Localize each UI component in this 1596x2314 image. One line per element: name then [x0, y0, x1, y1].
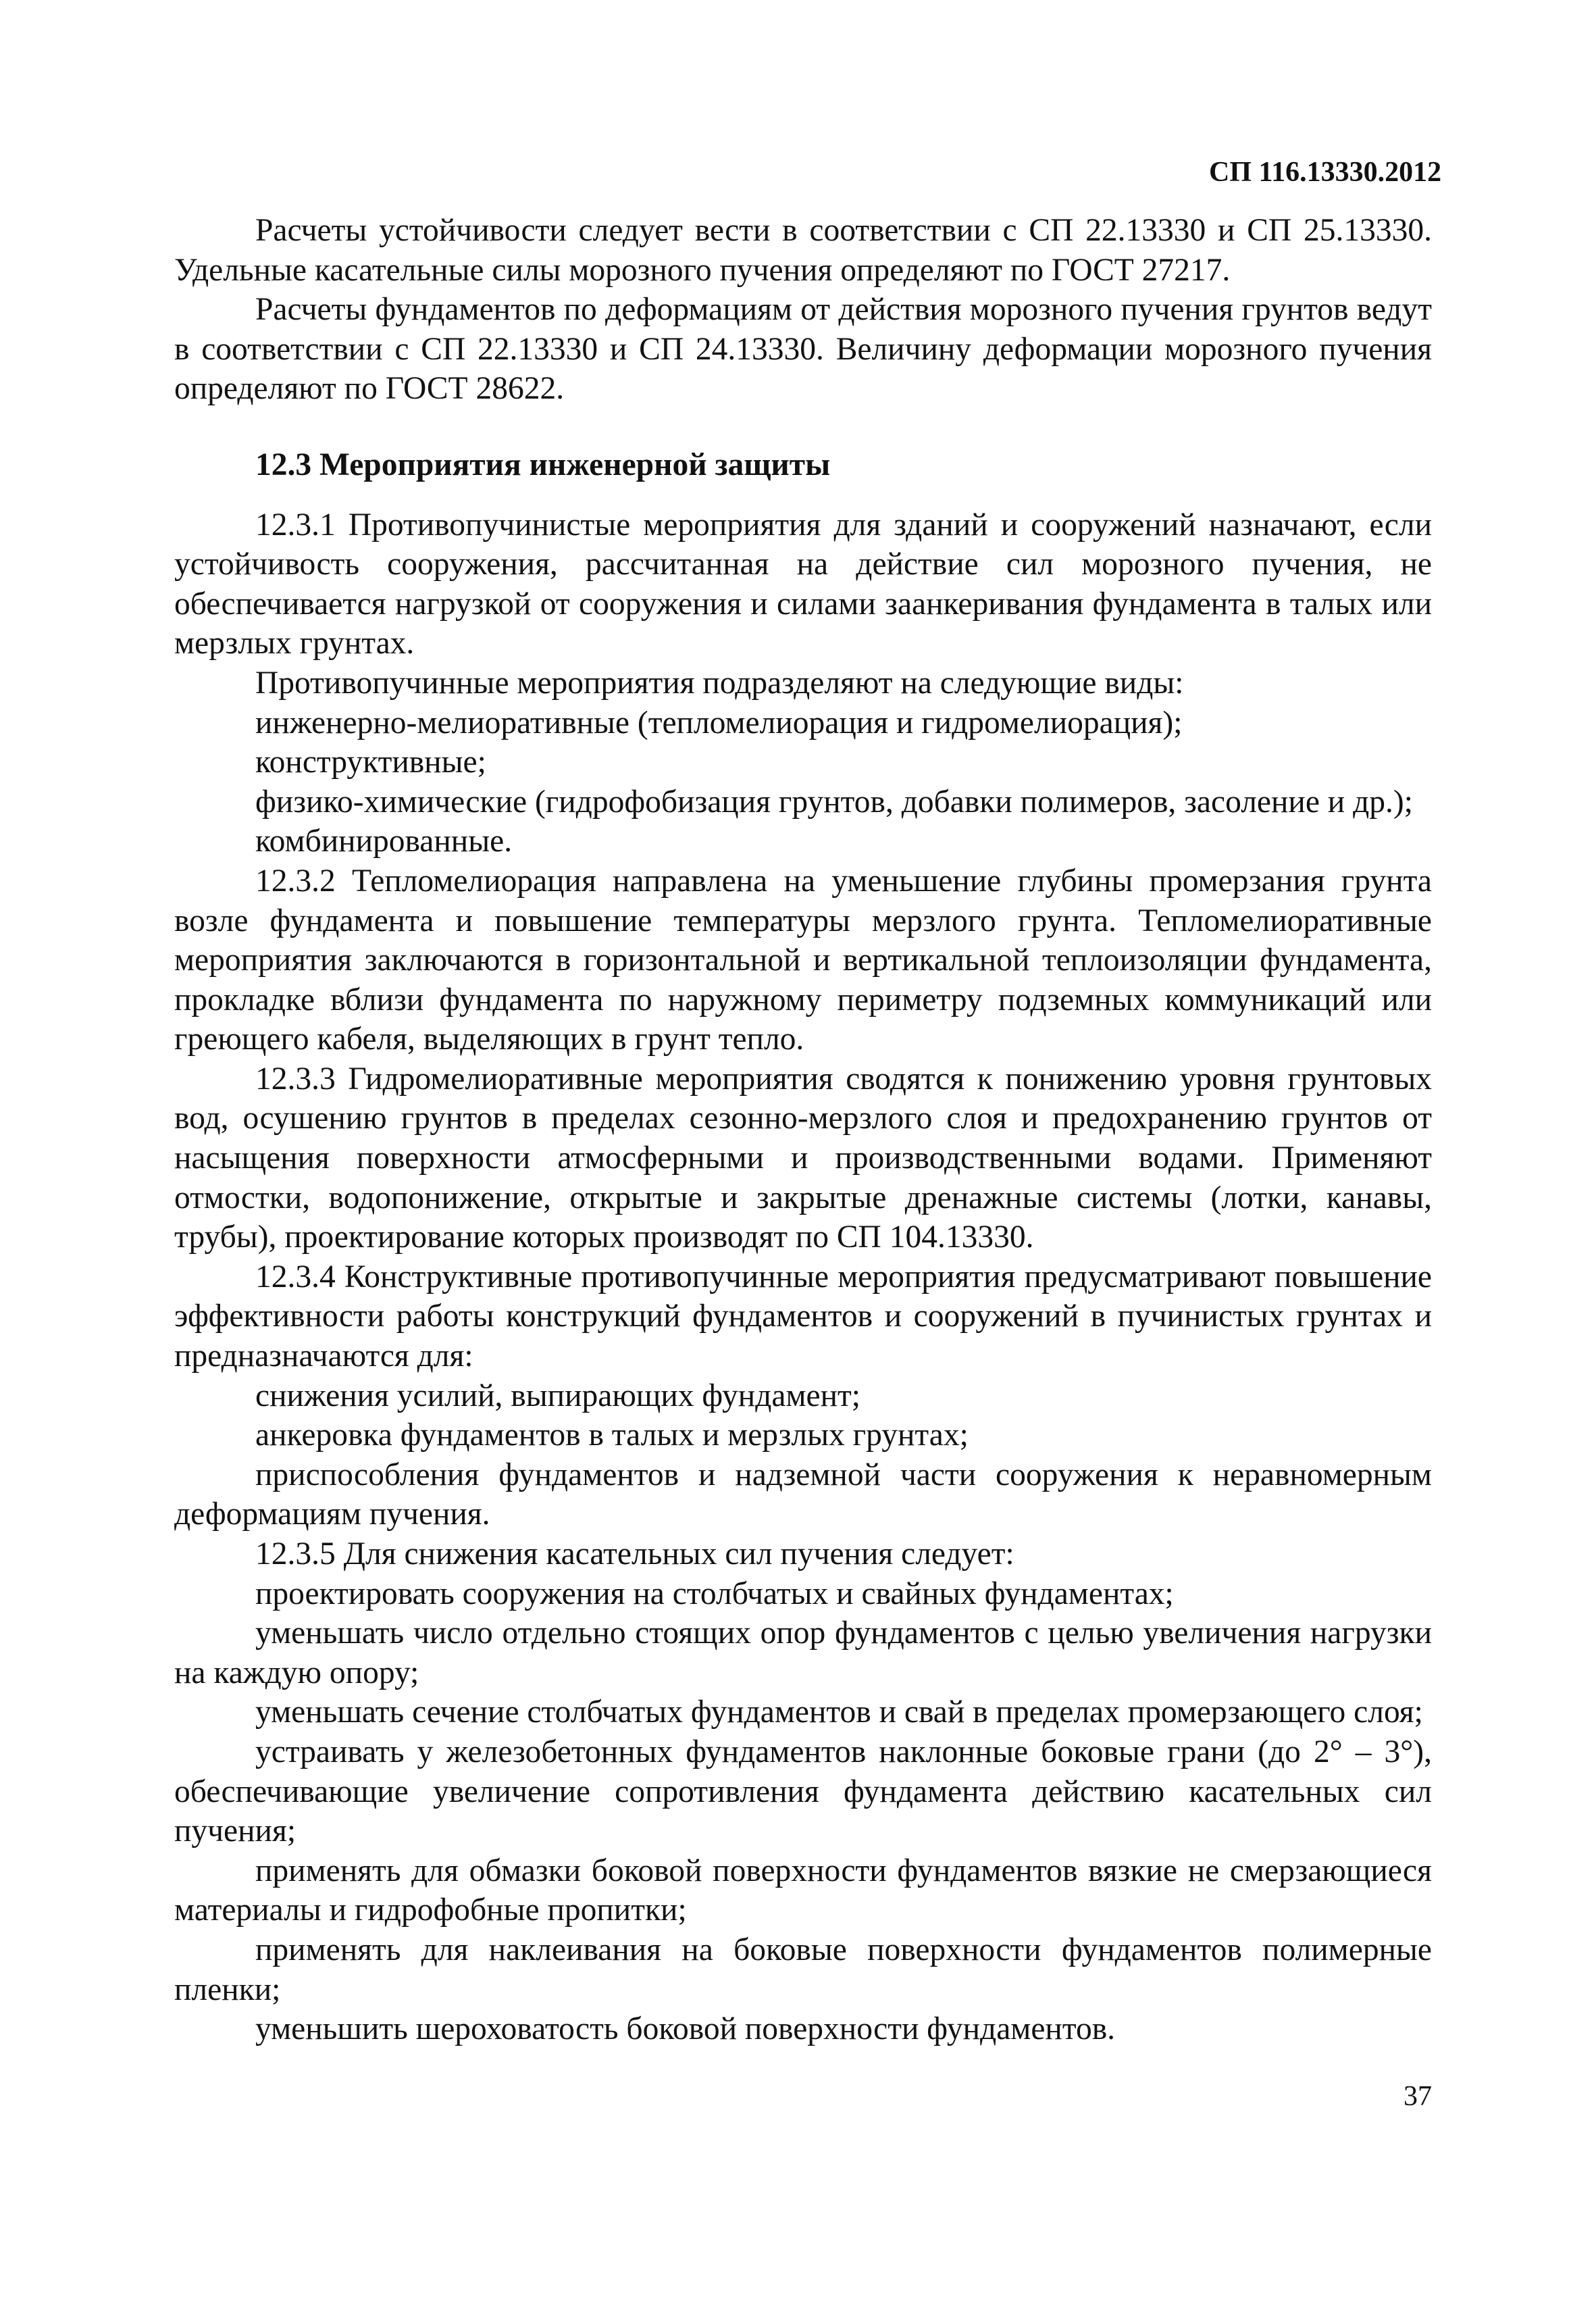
section-heading: 12.3 Мероприятия инженерной защиты — [255, 447, 831, 482]
page-number: 37 — [1404, 2081, 1432, 2112]
list-item: физико-химические (гидрофобизация грунтов, добавки полимеров, засоление и др.); — [255, 784, 1413, 820]
paragraph: Противопучинные мероприятия подразделяют на следующие виды: — [255, 665, 1184, 701]
paragraph: Расчеты фундаментов по деформациям от действия морозного пучения грунтов ведут в соответствии с СП 22.13330 и СП 24.13330. Величину деформации морозного пучения определяют по ГОСТ 28622. — [174, 292, 1432, 407]
list-item: конструктивные; — [255, 745, 486, 780]
list-item: устраивать у железобетонных фундаментов наклонные боковые грани (до 2° – 3°), обеспечивающие увеличение сопротивления фундамента действию касательных сил пучения; — [174, 1734, 1432, 1849]
paragraph: 12.3.4 Конструктивные противопучинные мероприятия предусматривают повышение эффективности работы конструкций фундаментов и сооружений в пучинистых грунтах и предназначаются для: — [174, 1259, 1432, 1374]
list-item: снижения усилий, выпирающих фундамент; — [255, 1378, 860, 1413]
page-body — [174, 211, 1432, 2049]
list-item: проектировать сооружения на столбчатых и свайных фундаментах; — [255, 1576, 1174, 1611]
paragraph: 12.3.2 Тепломелиорация направлена на уменьшение глубины промерзания грунта возле фундамента и повышение температуры мерзлого грунта. Тепломелиоративные мероприятия заключаются в горизонтальной и вертикальной теплоизоляции фундамента, прокладке вблизи фундамента по наружному периметру подземных коммуникаций или греющего кабеля, выделяющих в грунт тепло. — [174, 863, 1432, 1057]
list-item: инженерно-мелиоративные (тепломелиорация и гидромелиорация); — [255, 705, 1183, 740]
document-code: СП 116.13330.2012 — [1209, 157, 1442, 188]
paragraph: 12.3.5 Для снижения касательных сил пучения следует: — [255, 1536, 1014, 1571]
list-item: приспособления фундаментов и надземной части сооружения к неравномерным деформациям пучения. — [174, 1457, 1432, 1532]
list-item: анкеровка фундаментов в талых и мерзлых грунтах; — [255, 1417, 969, 1453]
list-item: уменьшать число отдельно стоящих опор фундаментов с целью увеличения нагрузки на каждую опору; — [174, 1615, 1432, 1690]
paragraph: Расчеты устойчивости следует вести в соответствии с СП 22.13330 и СП 25.13330. Удельные касательные силы морозного пучения определяют по ГОСТ 27217. — [174, 213, 1432, 288]
list-item: комбинированные. — [255, 824, 513, 859]
list-item: уменьшать сечение столбчатых фундаментов и свай в пределах промерзающего слоя; — [255, 1694, 1423, 1730]
paragraph: 12.3.3 Гидромелиоративные мероприятия сводятся к понижению уровня грунтовых вод, осушению грунтов в пределах сезонно-мерзлого слоя и предохранению грунтов от насыщения поверхности атмосферными и производственными водами. Применяют отмостки, водопонижение, открытые и закрытые дренажные системы (лотки, канавы, трубы), проектирование которых производят по СП 104.13330. — [174, 1061, 1432, 1255]
list-item: применять для обмазки боковой поверхности фундаментов вязкие не смерзающиеся материалы и гидрофобные пропитки; — [174, 1853, 1432, 1928]
list-item: применять для наклеивания на боковые поверхности фундаментов полимерные пленки; — [174, 1932, 1432, 2007]
list-item: уменьшить шероховатость боковой поверхности фундаментов. — [255, 2011, 1116, 2047]
paragraph: 12.3.1 Противопучинистые мероприятия для зданий и сооружений назначают, если устойчивость сооружения, рассчитанная на действие сил морозного пучения, не обеспечивается нагрузкой от сооружения и силами заанкеривания фундамента в талых или мерзлых грунтах. — [174, 507, 1432, 661]
